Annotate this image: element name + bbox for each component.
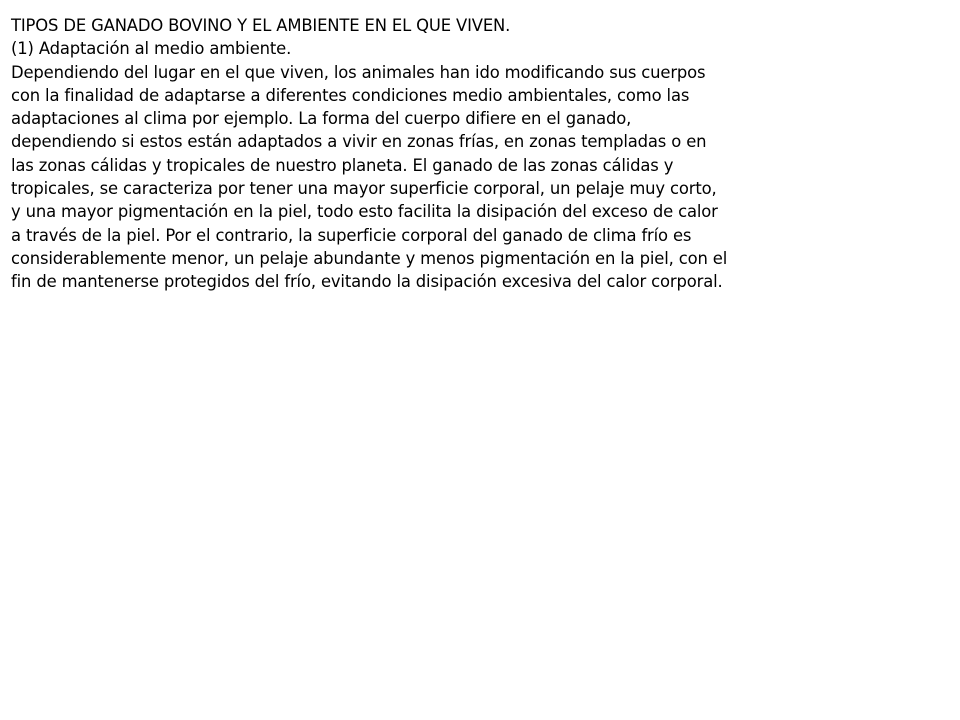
- paragraph-line: tropicales, se caracteriza por tener una mayor superficie corporal, un pelaje muy corto,: [11, 179, 717, 199]
- paragraph-line: las zonas cálidas y tropicales de nuestro planeta. El ganado de las zonas cálidas y: [11, 155, 674, 175]
- paragraph-line: con la finalidad de adaptarse a diferentes condiciones medio ambientales, como las: [11, 85, 690, 105]
- paragraph-line: fin de mantenerse protegidos del frío, evitando la disipación excesiva del calor corporal.: [11, 272, 723, 292]
- paragraph-line: y una mayor pigmentación en la piel, todo esto facilita la disipación del exceso de calor: [11, 202, 718, 222]
- paragraph-line: Dependiendo del lugar en el que viven, los animales han ido modificando sus cuerpos: [11, 62, 706, 82]
- text-block: [11, 14, 951, 294]
- paragraph-line: considerablemente menor, un pelaje abundante y menos pigmentación en la piel, con el: [11, 248, 728, 268]
- document-title: TIPOS DE GANADO BOVINO Y EL AMBIENTE EN EL QUE VIVEN.: [11, 16, 511, 35]
- paragraph-line: dependiendo si estos están adaptados a vivir en zonas frías, en zonas templadas o en: [11, 132, 707, 152]
- paragraph-line: a través de la piel. Por el contrario, la superficie corporal del ganado de clima frío es: [11, 225, 692, 245]
- paragraph-line: adaptaciones al clima por ejemplo. La forma del cuerpo difiere en el ganado,: [11, 109, 632, 129]
- section-heading: (1) Adaptación al medio ambiente.: [11, 39, 292, 59]
